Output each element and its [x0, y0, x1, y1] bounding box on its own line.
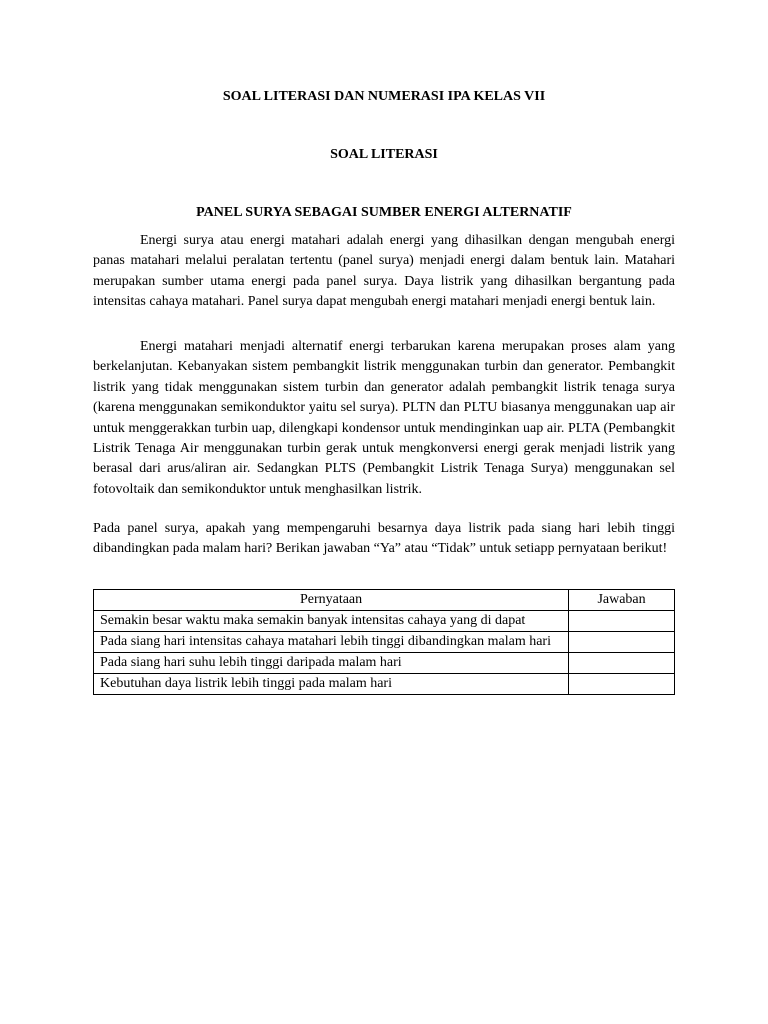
answer-cell[interactable]: [569, 611, 675, 632]
statement-cell: Pada siang hari intensitas cahaya matahari lebih tinggi dibandingkan malam hari: [94, 632, 569, 653]
statement-cell: Semakin besar waktu maka semakin banyak intensitas cahaya yang di dapat: [94, 611, 569, 632]
table-row: [94, 611, 675, 632]
statement-cell: Kebutuhan daya listrik lebih tinggi pada malam hari: [94, 674, 569, 695]
topic-heading: PANEL SURYA SEBAGAI SUMBER ENERGI ALTERNATIF: [196, 205, 572, 220]
table-row: [94, 653, 675, 674]
document-title: SOAL LITERASI DAN NUMERASI IPA KELAS VII: [222, 89, 546, 104]
answer-cell[interactable]: [569, 653, 675, 674]
paragraph-2: Energi matahari menjadi alternatif energi terbarukan karena merupakan proses alam yang berkelanjutan. Kebanyakan sistem pembangkit listrik menggunakan turbin dan generator. Pembangkit listrik yang tidak menggunakan sistem turbin dan generator adalah pembangkit listrik tenaga surya (karena menggunakan semikonduktor yaitu sel surya). PLTN dan PLTU biasanya menggunakan uap air untuk menggerakkan turbin uap, dilengkapi kondensor untuk mendinginkan uap air. PLTA (Pembangkit Listrik Tenaga Air menggunakan turbin gerak untuk mengkonversi energi gerak menjadi listrik yang berasal dari arus/aliran air. Sedangkan PLTS (Pembangkit Listrik Tenaga Surya) menggunakan sel fotovoltaik dan semikonduktor untuk menghasilkan listrik.: [93, 339, 675, 497]
question-paragraph: Pada panel surya, apakah yang mempengaruhi besarnya daya listrik pada siang hari lebih tinggi dibandingkan pada malam hari? Berikan jawaban “Ya” atau “Tidak” untuk setiapp pernyataan berikut!: [93, 521, 675, 557]
answer-cell[interactable]: [569, 632, 675, 653]
header-answer: Jawaban: [569, 590, 675, 611]
section-heading: SOAL LITERASI: [330, 147, 438, 162]
table-header-row: [94, 590, 675, 611]
table-row: [94, 674, 675, 695]
paragraph-1: Energi surya atau energi matahari adalah energi yang dihasilkan dengan mengubah energi panas matahari melalui peralatan tertentu (panel surya) menjadi energi dalam bentuk lain. Matahari merupakan sumber utama energi pada panel surya. Daya listrik yang dihasilkan bergantung pada intensitas cahaya matahari. Panel surya dapat mengubah energi matahari menjadi energi bentuk lain.: [93, 233, 675, 310]
answer-cell[interactable]: [569, 674, 675, 695]
statement-cell: Pada siang hari suhu lebih tinggi daripada malam hari: [94, 653, 569, 674]
table-row: [94, 632, 675, 653]
answer-table: [93, 589, 675, 695]
header-statement: Pernyataan: [94, 590, 569, 611]
